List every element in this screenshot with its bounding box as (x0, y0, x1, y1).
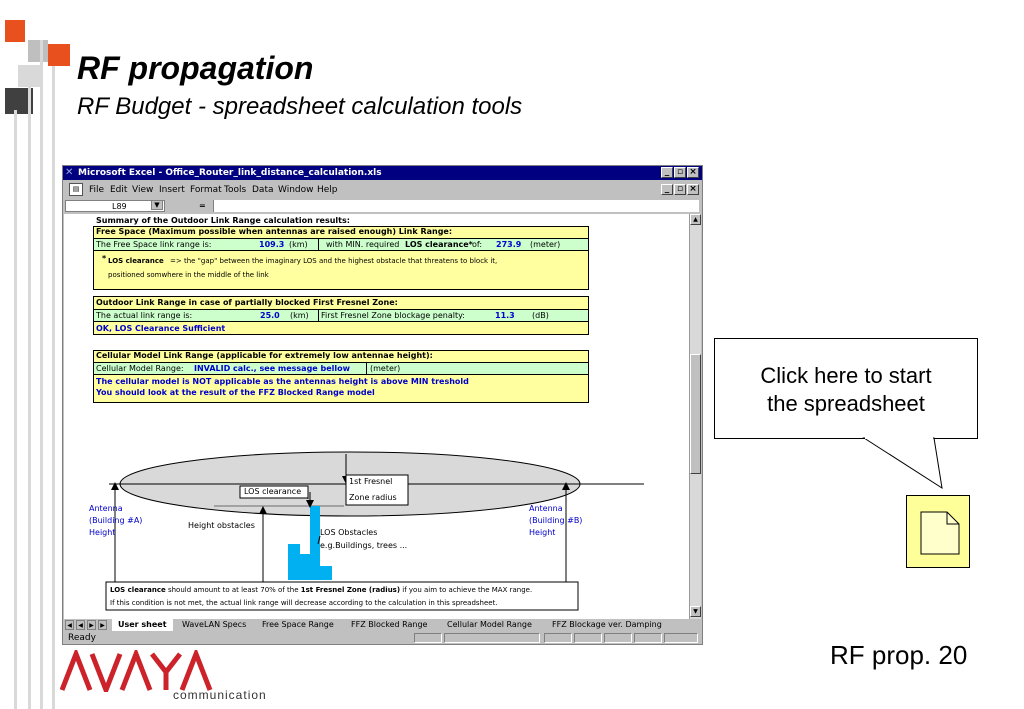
min-clearance-unit: (meter) (530, 240, 561, 249)
free-space-range-unit: (km) (289, 240, 308, 249)
status-bar (64, 632, 701, 644)
free-space-heading: Free Space (Maximum possible when antennas are raised enough) Link Range: (96, 227, 453, 236)
vertical-scrollbar[interactable] (689, 214, 701, 619)
status-panel (604, 633, 632, 643)
menu-bar (63, 181, 702, 199)
footnote-bold2: 1st Fresnel Zone (radius) (300, 586, 401, 594)
deco-red-square (48, 44, 70, 66)
obstacle-bar (288, 544, 300, 580)
los-clearance-label: LOS clearance (244, 487, 302, 496)
start-spreadsheet-button[interactable] (906, 495, 970, 568)
deco-vertical-line (28, 65, 31, 709)
scroll-thumb[interactable] (690, 354, 701, 474)
formula-input[interactable] (213, 200, 699, 212)
deco-gray-square (28, 40, 48, 62)
cellular-message-1: The cellular model is NOT applicable as the antennas height is above MIN treshold (96, 377, 469, 386)
antenna-a-arrow (111, 482, 119, 490)
los-diagram (64, 214, 689, 619)
restore-button[interactable]: ▫ (674, 167, 686, 178)
excel-window-title: Microsoft Excel - Office_Router_link_distance_calculation.xls (78, 168, 382, 178)
fresnel-radius-label-1: 1st Fresnel (349, 477, 393, 486)
note-line2: positioned somwhere in the middle of the link (108, 271, 269, 279)
deco-vertical-line (52, 66, 55, 709)
doc-restore-button[interactable]: ▫ (674, 184, 686, 195)
menu-item-file[interactable]: File (89, 185, 105, 195)
los-obstacles-label-2: e.g.Buildings, trees ... (320, 541, 408, 550)
obstacle-bar (300, 554, 310, 580)
tab-user-sheet[interactable]: User sheet (112, 619, 173, 631)
menu-item-help[interactable]: Help (317, 185, 338, 195)
footnote-bold1: LOS clearance (110, 586, 166, 594)
excel-window[interactable] (62, 165, 703, 645)
avaya-logo (60, 650, 220, 692)
callout-line-1: Click here to start (760, 363, 932, 388)
min-clearance-label-post: of: (472, 240, 483, 249)
fresnel-heading: Outdoor Link Range in case of partially blocked First Fresnel Zone: (96, 298, 398, 307)
minimize-button[interactable]: _ (661, 167, 673, 178)
formula-equals[interactable]: = (199, 201, 206, 210)
min-clearance-label-bold: LOS clearance* (405, 240, 473, 249)
note-line1: => the "gap" between the imaginary LOS and the highest obstacle that threatens to block it, (170, 257, 498, 265)
status-panel (664, 633, 698, 643)
fresnel-penalty-unit: (dB) (532, 311, 549, 320)
tab-first-icon[interactable]: ◀ (65, 620, 74, 630)
doc-close-button[interactable]: × (687, 184, 699, 195)
antenna-b-label-2: (Building #B) (529, 516, 583, 525)
footnote-line2: If this condition is not met, the actual link range will decrease according to the calculation in this spreadsheet. (110, 599, 498, 607)
deco-orange-square (5, 20, 25, 42)
slide-subtitle: RF Budget - spreadsheet calculation tools (77, 93, 523, 120)
min-clearance-label-pre: with MIN. required (326, 240, 400, 249)
obstacle-bar (320, 566, 332, 580)
status-panel (574, 633, 602, 643)
status-panel (414, 633, 442, 643)
footnote-mid1: should amount to at least 70% of the (167, 586, 299, 594)
menu-item-view[interactable]: View (132, 185, 154, 195)
status-panel (444, 633, 540, 643)
min-clearance-value: 273.9 (496, 240, 522, 249)
scroll-up-icon[interactable]: ▲ (690, 214, 701, 225)
name-box-dropdown-icon[interactable]: ▼ (151, 200, 163, 210)
menu-item-insert[interactable]: Insert (159, 185, 185, 195)
status-text: Ready (68, 633, 96, 643)
cellular-range-label: Cellular Model Range: (96, 364, 184, 373)
tab-ffz-blockage-damping[interactable]: FFZ Blockage ver. Damping (552, 620, 662, 629)
menu-item-tools[interactable]: Tools (224, 185, 247, 195)
document-icon (907, 496, 971, 569)
height-obstacles-label: Height obstacles (188, 521, 255, 530)
logo-tagline: communication (173, 688, 267, 702)
summary-heading: Summary of the Outdoor Link Range calculation results: (96, 216, 350, 225)
fresnel-penalty-value: 11.3 (495, 311, 515, 320)
excel-app-icon: ✕ (65, 167, 74, 178)
deco-vertical-line (14, 110, 17, 709)
cellular-message-2: You should look at the result of the FFZ Blocked Range model (96, 388, 375, 397)
status-panel (544, 633, 572, 643)
document-icon[interactable]: ▤ (69, 183, 83, 196)
menu-item-window[interactable]: Window (278, 185, 314, 195)
page-number: RF prop. 20 (830, 640, 968, 670)
tab-wavelan-specs[interactable]: WaveLAN Specs (182, 620, 247, 629)
callout-text (714, 362, 978, 418)
footnote-end1: if you aim to achieve the MAX range. (402, 586, 533, 594)
tab-cellular-model-range[interactable]: Cellular Model Range (447, 620, 532, 629)
free-space-range-label: The Free Space link range is: (96, 240, 212, 249)
close-button[interactable]: × (687, 167, 699, 178)
tab-prev-icon[interactable]: ◀ (76, 620, 85, 630)
note-los-clearance: LOS clearance (108, 257, 164, 265)
note-star: * (102, 254, 107, 263)
tab-last-icon[interactable]: ▶ (98, 620, 107, 630)
fresnel-range-unit: (km) (290, 311, 309, 320)
formula-bar (63, 199, 702, 213)
fresnel-penalty-label: First Fresnel Zone blockage penalty: (321, 311, 465, 320)
fresnel-radius-label-2: Zone radius (349, 493, 397, 502)
cellular-range-unit: (meter) (370, 364, 401, 373)
doc-minimize-button[interactable]: _ (661, 184, 673, 195)
menu-item-format[interactable]: Format (190, 185, 222, 195)
antenna-a-label-1: Antenna (89, 504, 123, 513)
menu-item-edit[interactable]: Edit (110, 185, 128, 195)
status-panel (634, 633, 662, 643)
scroll-down-icon[interactable]: ▼ (690, 606, 701, 617)
antenna-a-label-2: (Building #A) (89, 516, 143, 525)
cellular-heading: Cellular Model Link Range (applicable for extremely low antennae height): (96, 351, 433, 360)
los-obstacles-label-1: LOS Obstacles (320, 528, 378, 537)
fresnel-status: OK, LOS Clearance Sufficient (96, 324, 226, 333)
free-space-range-value: 109.3 (259, 240, 285, 249)
callout-line-2: the spreadsheet (767, 391, 925, 416)
excel-title-bar[interactable] (63, 166, 702, 180)
slide-title: RF propagation (77, 50, 314, 86)
worksheet[interactable] (64, 214, 689, 619)
name-box[interactable]: L89 (65, 200, 165, 212)
tab-next-icon[interactable]: ▶ (87, 620, 96, 630)
menu-item-data[interactable]: Data (252, 185, 274, 195)
tab-ffz-blocked-range[interactable]: FFZ Blocked Range (351, 620, 428, 629)
sheet-tabs (64, 619, 701, 631)
fresnel-range-value: 25.0 (260, 311, 280, 320)
antenna-b-label-1: Antenna (529, 504, 563, 513)
antenna-a-label-3: Height (89, 528, 116, 537)
antenna-b-label-3: Height (529, 528, 556, 537)
footnote-line1 (110, 585, 532, 595)
fresnel-range-label: The actual link range is: (96, 311, 193, 320)
tab-free-space-range[interactable]: Free Space Range (262, 620, 334, 629)
deco-vertical-line (40, 40, 43, 709)
cellular-range-value: INVALID calc., see message bellow (194, 364, 351, 373)
